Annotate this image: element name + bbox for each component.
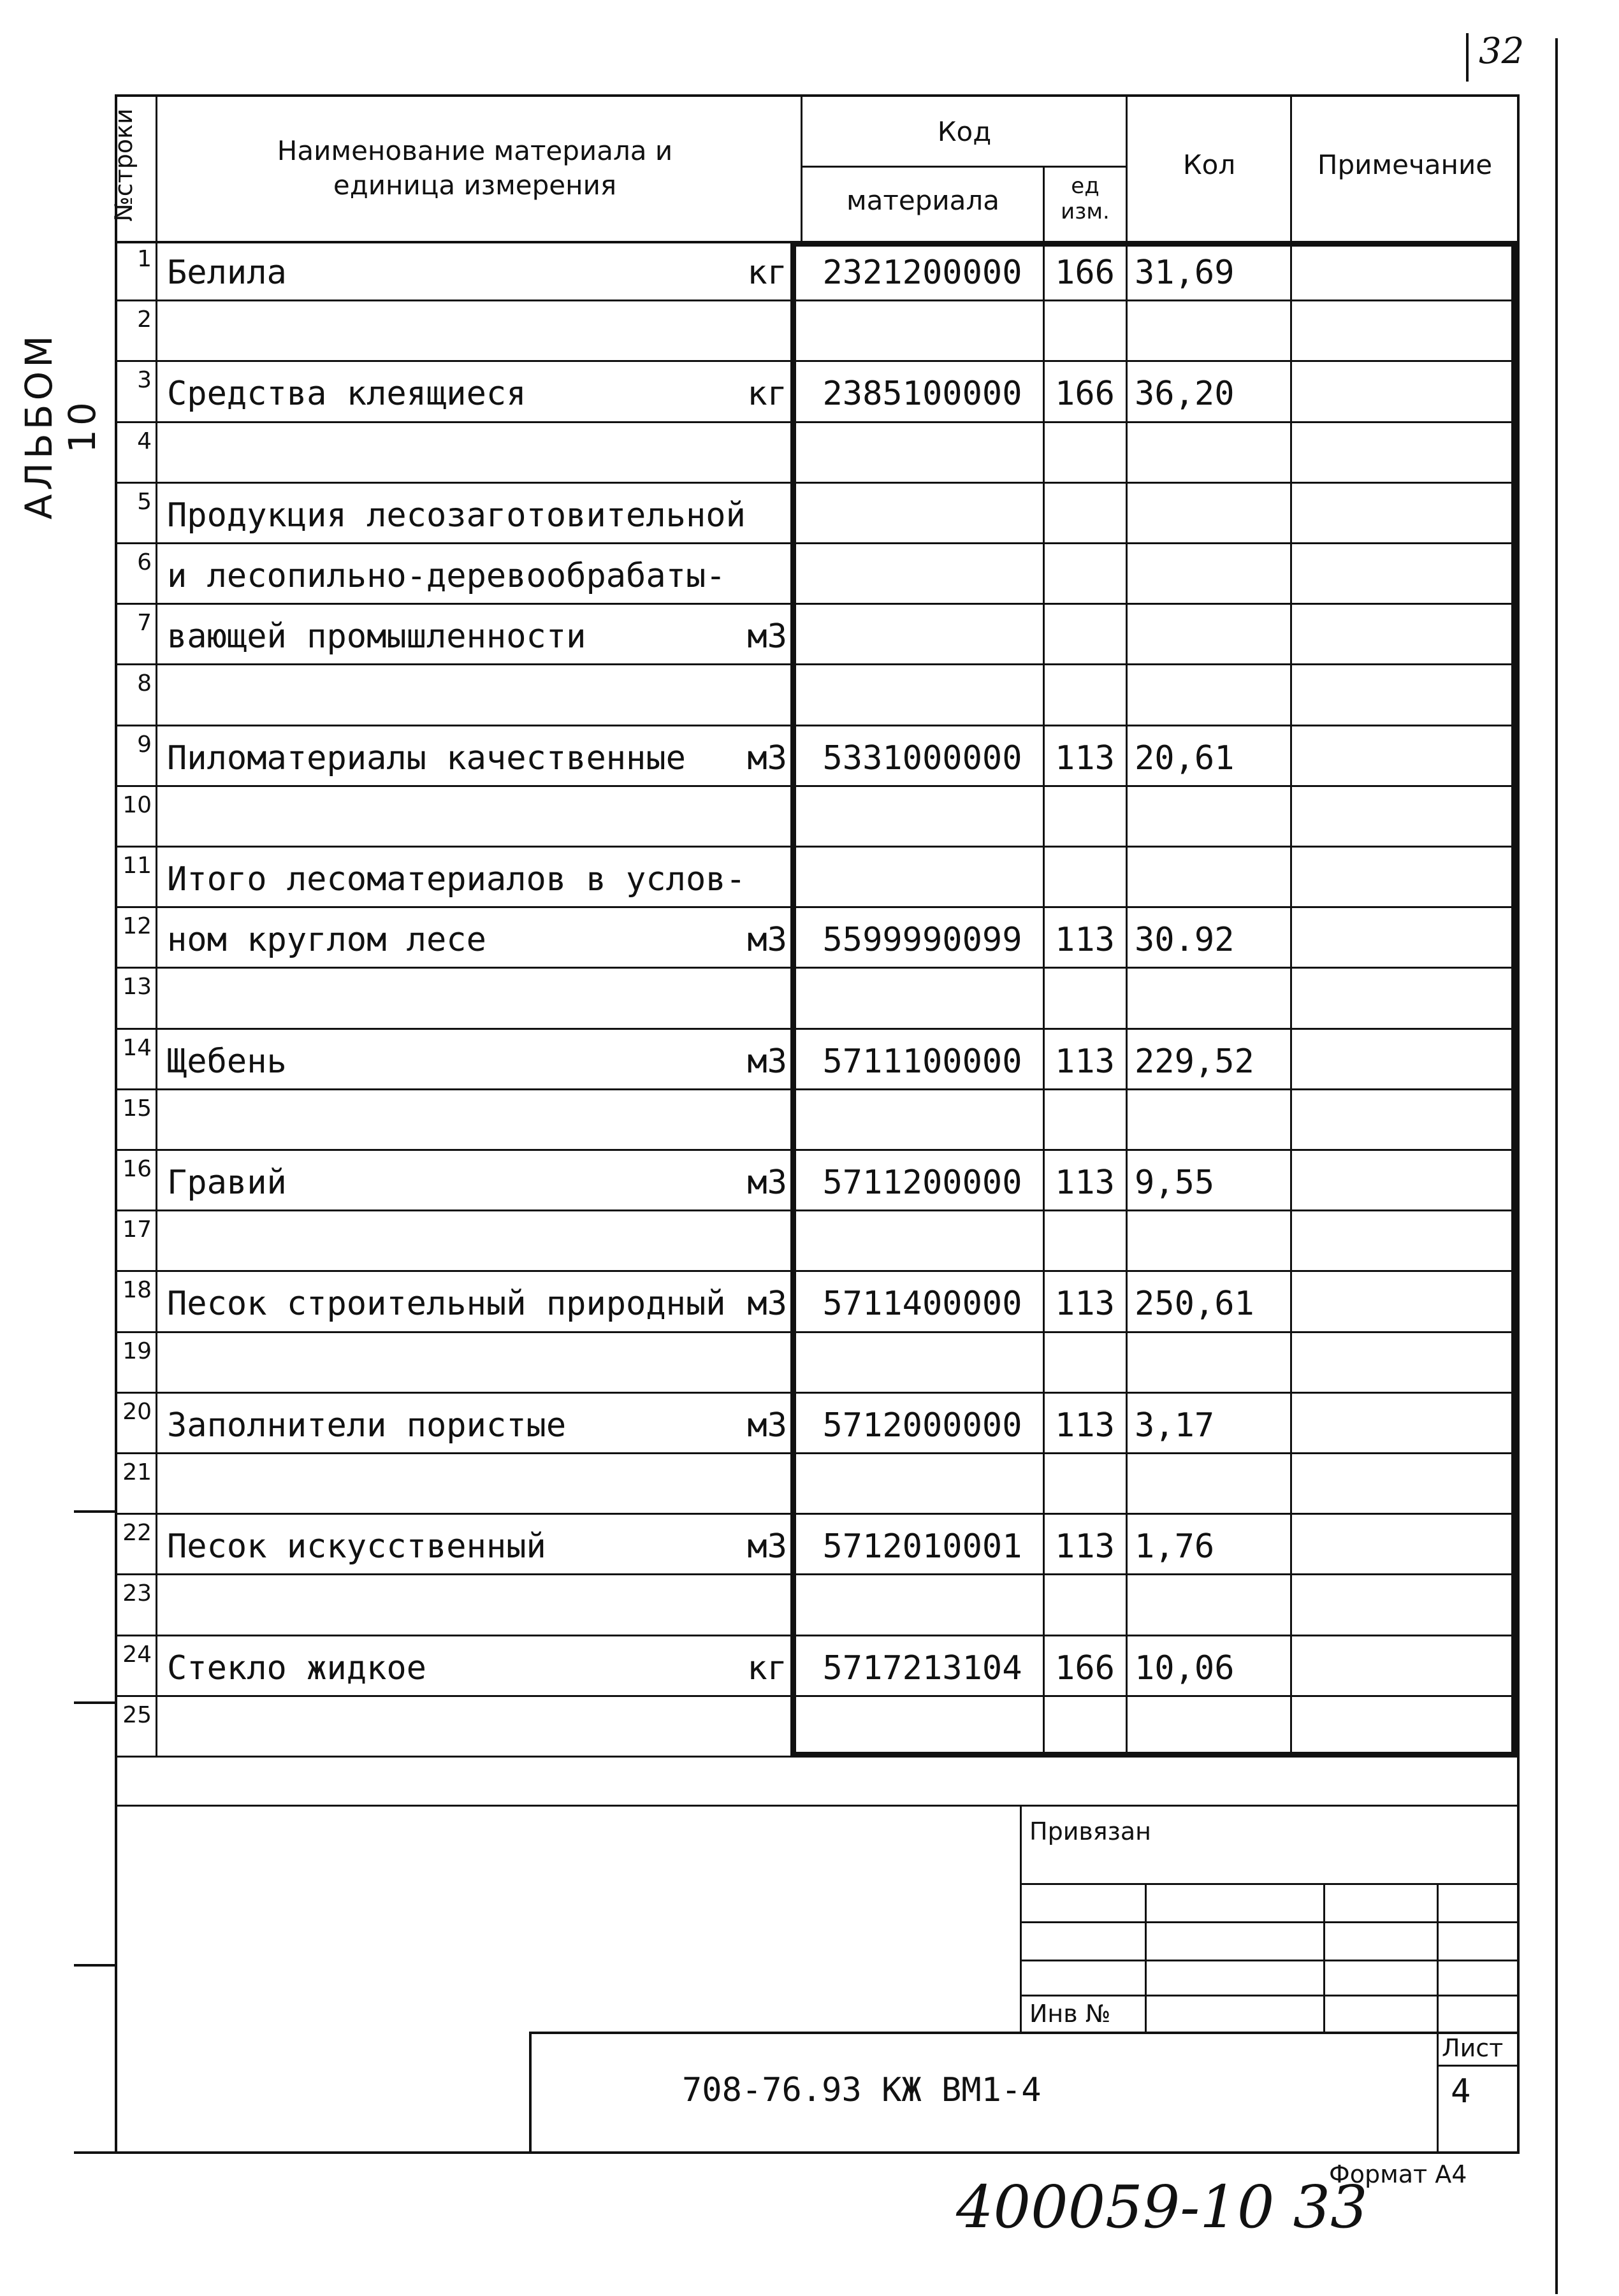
unit-of-measure: м3 [747, 617, 787, 656]
table-row [0, 1575, 1619, 1636]
row-number: 2 [137, 307, 152, 333]
stamp-inv: Инв № [1029, 2000, 1111, 2028]
unit-code: 113 [1055, 1042, 1115, 1081]
unit-code: 113 [1055, 921, 1115, 960]
header-name: Наименование материала и единица измерения [277, 135, 673, 201]
unit-of-measure: кг [747, 375, 787, 414]
unit-of-measure: кг [747, 254, 787, 292]
unit-code: 166 [1055, 375, 1115, 414]
unit-of-measure: м3 [747, 1527, 787, 1566]
unit-code: 113 [1055, 1406, 1115, 1445]
quantity: 3,17 [1135, 1406, 1215, 1445]
unit-of-measure: м3 [747, 739, 787, 777]
material-name: Средства клеящиеся [167, 375, 526, 414]
table-row [0, 1697, 1619, 1758]
quantity: 10,06 [1135, 1649, 1235, 1687]
row-number: 14 [122, 1034, 152, 1061]
unit-of-measure: м3 [747, 1164, 787, 1202]
table-row [0, 1151, 1619, 1211]
table-row [0, 848, 1619, 908]
table-row [0, 908, 1619, 969]
header-code: Код [937, 116, 992, 147]
quantity: 1,76 [1135, 1527, 1215, 1566]
unit-of-measure: м3 [747, 921, 787, 960]
material-code: 2321200000 [822, 254, 1022, 292]
row-number: 25 [122, 1701, 152, 1728]
table-row [0, 241, 1619, 301]
unit-code: 113 [1055, 1285, 1115, 1324]
table-row [0, 423, 1619, 484]
material-name: Продукция лесозаготовительной [167, 496, 746, 535]
row-number: 20 [122, 1398, 152, 1425]
table-row [0, 362, 1619, 422]
row-number: 3 [137, 367, 152, 394]
material-name: Гравий [167, 1164, 287, 1202]
row-number: 4 [137, 428, 152, 454]
material-name: Пиломатериалы качественные [167, 739, 686, 777]
unit-code: 166 [1055, 254, 1115, 292]
material-code: 5717213104 [822, 1649, 1022, 1687]
table-row [0, 1394, 1619, 1454]
table-row [0, 544, 1619, 605]
header-note: Примечание [1317, 149, 1493, 180]
material-name: Щебень [167, 1042, 287, 1081]
row-number: 1 [137, 246, 152, 272]
row-number: 8 [137, 670, 152, 697]
table-row [0, 605, 1619, 665]
material-name: Итого лесоматериалов в услов- [167, 860, 746, 899]
header-qty: Кол [1182, 149, 1236, 180]
unit-of-measure: кг [747, 1649, 787, 1687]
material-code: 5331000000 [822, 739, 1022, 777]
frame-bottom [74, 2151, 1520, 2154]
quantity: 30.92 [1135, 921, 1235, 960]
material-name: Белила [167, 254, 287, 292]
table-row [0, 1272, 1619, 1332]
table-row [0, 1211, 1619, 1272]
row-number: 6 [137, 549, 152, 575]
row-number: 7 [137, 610, 152, 637]
material-code: 2385100000 [822, 375, 1022, 414]
material-name: Песок строительный природный [167, 1285, 726, 1324]
row-number: 15 [122, 1095, 152, 1122]
row-number: 11 [122, 853, 152, 879]
row-number: 12 [122, 913, 152, 940]
sheet-label: Лист [1442, 2034, 1504, 2062]
material-code: 5711100000 [822, 1042, 1022, 1081]
unit-of-measure: м3 [747, 1042, 787, 1081]
frame-top [115, 94, 1517, 97]
material-code: 5711400000 [822, 1285, 1022, 1324]
row-number: 21 [122, 1459, 152, 1485]
material-name: ном круглом лесе [167, 921, 486, 960]
material-name: Заполнители пористые [167, 1406, 567, 1445]
quantity: 36,20 [1135, 375, 1235, 414]
table-row [0, 1515, 1619, 1575]
material-code: 5712000000 [822, 1406, 1022, 1445]
row-number: 18 [122, 1277, 152, 1304]
material-code: 5712010001 [822, 1527, 1022, 1566]
unit-of-measure: м3 [747, 1406, 787, 1445]
unit-code: 113 [1055, 1164, 1115, 1202]
table-row [0, 665, 1619, 726]
header-code-unit: ед изм. [1061, 173, 1110, 224]
table-row [0, 1030, 1619, 1090]
table-row [0, 1333, 1619, 1394]
album-label: АЛЬБОМ 10 [17, 331, 104, 520]
doc-code: 708-76.93 КЖ ВМ1-4 [682, 2071, 1042, 2109]
sheet-value: 4 [1451, 2072, 1471, 2111]
unit-of-measure: м3 [747, 1285, 787, 1324]
row-number: 22 [122, 1520, 152, 1547]
table-row [0, 726, 1619, 787]
row-number: 10 [122, 791, 152, 818]
table-row [0, 484, 1619, 544]
handwritten-number: 400059-10 33 [956, 2173, 1368, 2241]
header-row-no: №строки [110, 108, 138, 222]
table-row [0, 1636, 1619, 1697]
row-number: 9 [137, 731, 152, 758]
material-code: 5599990099 [822, 921, 1022, 960]
unit-code: 113 [1055, 1527, 1115, 1566]
row-number: 17 [122, 1217, 152, 1243]
quantity: 31,69 [1135, 254, 1235, 292]
material-name: и лесопильно-деревообрабаты- [167, 557, 726, 595]
table-row [0, 1454, 1619, 1515]
material-name: Песок искусственный [167, 1527, 546, 1566]
unit-code: 113 [1055, 739, 1115, 777]
quantity: 9,55 [1135, 1164, 1215, 1202]
material-name: вающей промышленности [167, 617, 586, 656]
row-number: 5 [137, 488, 152, 515]
row-number: 13 [122, 974, 152, 1000]
table-row [0, 1090, 1619, 1151]
format-label: Формат А4 [1329, 2160, 1467, 2188]
stamp-linked: Привязан [1029, 1817, 1151, 1845]
row-number: 23 [122, 1580, 152, 1607]
page-number: 32 [1479, 31, 1525, 72]
row-number: 16 [122, 1156, 152, 1182]
header-code-material: материала [846, 185, 999, 216]
row-number: 19 [122, 1338, 152, 1364]
table-row [0, 787, 1619, 848]
quantity: 229,52 [1135, 1042, 1254, 1081]
quantity: 20,61 [1135, 739, 1235, 777]
row-number: 24 [122, 1641, 152, 1668]
table-row [0, 969, 1619, 1029]
material-code: 5711200000 [822, 1164, 1022, 1202]
unit-code: 166 [1055, 1649, 1115, 1687]
quantity: 250,61 [1135, 1285, 1254, 1324]
table-row [0, 301, 1619, 362]
material-name: Стекло жидкое [167, 1649, 426, 1687]
